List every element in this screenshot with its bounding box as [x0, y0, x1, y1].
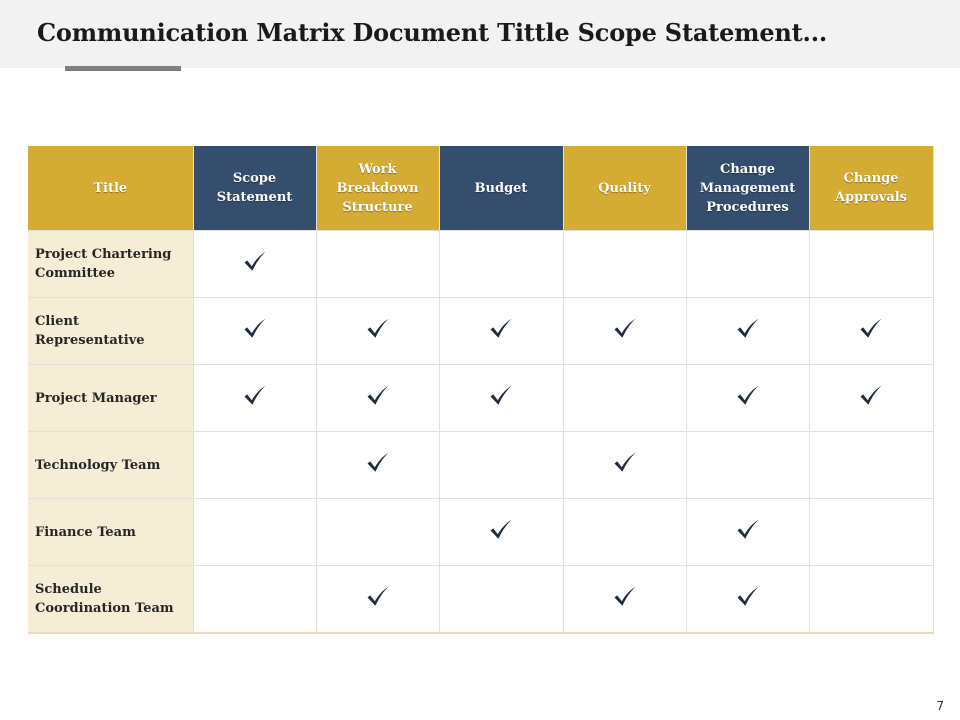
checkmark-icon — [366, 385, 390, 407]
matrix-cell — [809, 231, 933, 298]
checkmark-icon — [859, 318, 883, 340]
table-row — [28, 365, 933, 432]
page-number: 7 — [936, 699, 944, 713]
column-header: Quality — [563, 146, 686, 231]
matrix-cell — [316, 365, 439, 432]
row-label: Project Chartering Committee — [28, 231, 193, 298]
checkmark-icon — [613, 586, 637, 608]
matrix-cell — [563, 566, 686, 634]
matrix-cell — [686, 298, 809, 365]
column-header: Change Management Procedures — [686, 146, 809, 231]
table-row — [28, 566, 933, 634]
checkmark-icon — [243, 251, 267, 273]
matrix-cell — [686, 365, 809, 432]
column-header: Scope Statement — [193, 146, 316, 231]
matrix-cell — [316, 499, 439, 566]
title-bar — [0, 0, 960, 68]
slide-title: Communication Matrix Document Tittle Scope Statement... — [37, 18, 828, 47]
matrix-cell — [686, 499, 809, 566]
checkmark-icon — [366, 586, 390, 608]
matrix-cell — [809, 365, 933, 432]
row-label: Client Representative — [28, 298, 193, 365]
matrix-cell — [193, 432, 316, 499]
matrix-cell — [686, 566, 809, 634]
matrix-cell — [193, 365, 316, 432]
matrix-cell — [316, 298, 439, 365]
matrix-cell — [439, 432, 563, 499]
matrix-cell — [439, 499, 563, 566]
matrix-cell — [193, 298, 316, 365]
matrix-cell — [316, 566, 439, 634]
checkmark-icon — [489, 385, 513, 407]
checkmark-icon — [613, 318, 637, 340]
matrix-cell — [563, 231, 686, 298]
matrix-cell — [316, 231, 439, 298]
matrix-cell — [809, 499, 933, 566]
table-row — [28, 298, 933, 365]
table-header-row — [28, 146, 933, 231]
table-row — [28, 499, 933, 566]
matrix-cell — [439, 365, 563, 432]
checkmark-icon — [736, 586, 760, 608]
matrix-cell — [686, 231, 809, 298]
row-label: Project Manager — [28, 365, 193, 432]
matrix-cell — [439, 298, 563, 365]
row-label: Technology Team — [28, 432, 193, 499]
row-label: Schedule Coordination Team — [28, 566, 193, 634]
checkmark-icon — [736, 385, 760, 407]
matrix-cell — [193, 499, 316, 566]
matrix-cell — [809, 566, 933, 634]
title-accent-bar — [65, 66, 181, 71]
checkmark-icon — [366, 452, 390, 474]
matrix-cell — [193, 566, 316, 634]
column-header: Title — [28, 146, 193, 231]
checkmark-icon — [489, 519, 513, 541]
checkmark-icon — [366, 318, 390, 340]
matrix-cell — [563, 298, 686, 365]
matrix-cell — [563, 432, 686, 499]
checkmark-icon — [736, 318, 760, 340]
matrix-cell — [686, 432, 809, 499]
matrix-cell — [439, 566, 563, 634]
column-header: Change Approvals — [809, 146, 933, 231]
matrix-cell — [193, 231, 316, 298]
matrix-cell — [809, 432, 933, 499]
column-header: Budget — [439, 146, 563, 231]
table-row — [28, 432, 933, 499]
row-label: Finance Team — [28, 499, 193, 566]
checkmark-icon — [736, 519, 760, 541]
column-header: Work Breakdown Structure — [316, 146, 439, 231]
checkmark-icon — [859, 385, 883, 407]
checkmark-icon — [243, 385, 267, 407]
matrix-cell — [809, 298, 933, 365]
table-body — [28, 231, 933, 634]
checkmark-icon — [489, 318, 513, 340]
communication-matrix-table — [28, 146, 934, 634]
matrix-cell — [439, 231, 563, 298]
matrix-cell — [316, 432, 439, 499]
matrix-cell — [563, 499, 686, 566]
matrix-cell — [563, 365, 686, 432]
checkmark-icon — [243, 318, 267, 340]
table-row — [28, 231, 933, 298]
checkmark-icon — [613, 452, 637, 474]
